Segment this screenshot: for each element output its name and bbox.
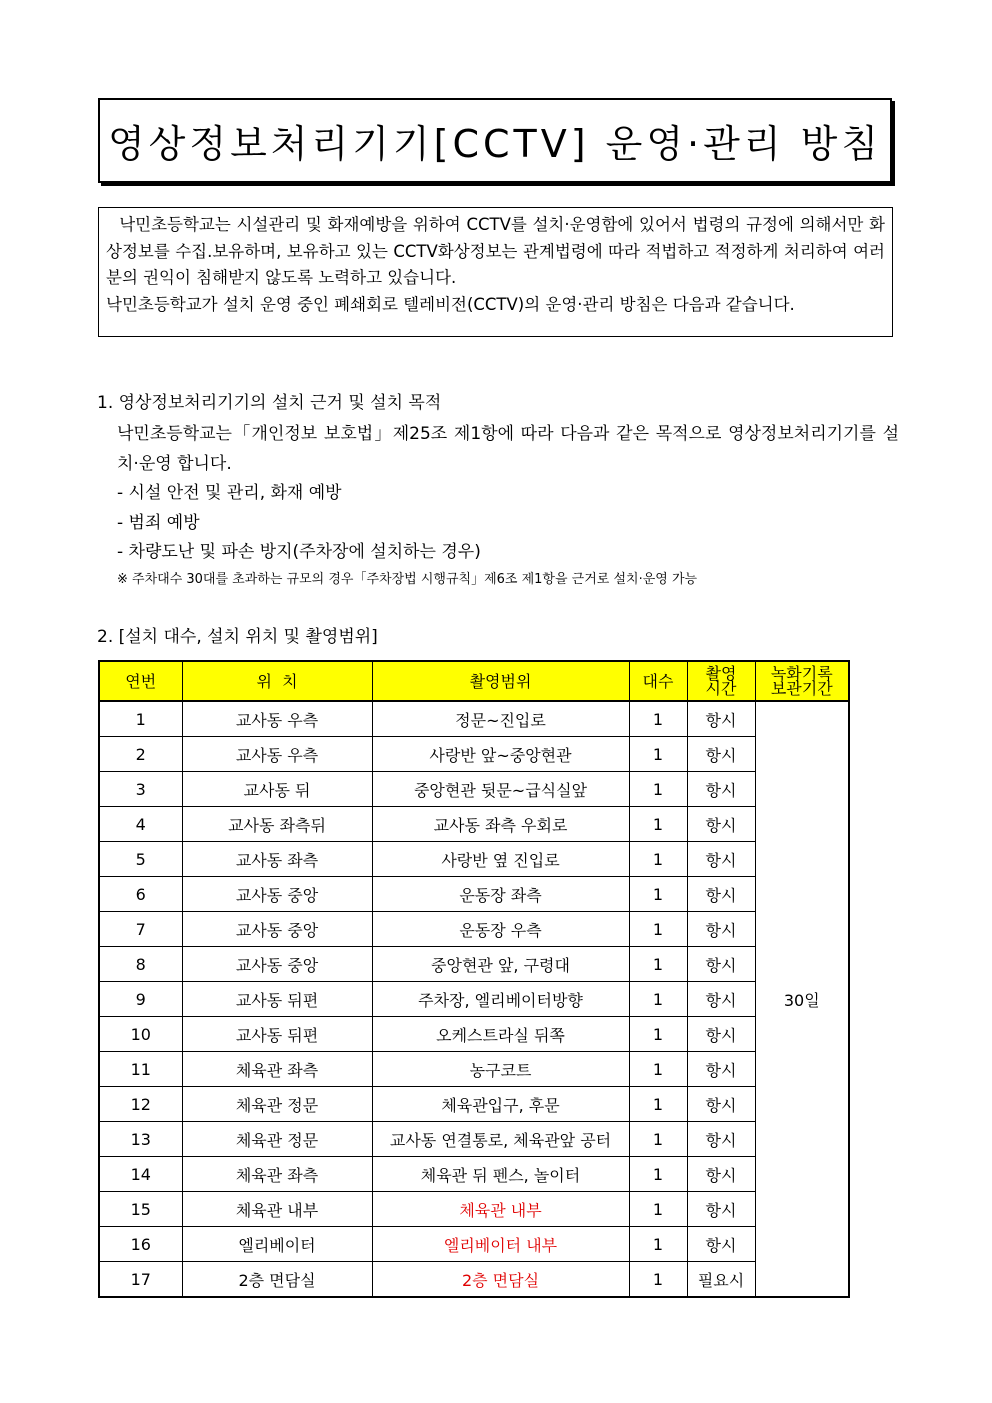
table-row — [99, 912, 849, 947]
cell-no: 4 — [99, 807, 182, 842]
cell-time: 항시 — [687, 772, 755, 807]
purpose-item: - 차량도난 및 파손 방지(주차장에 설치하는 경우) — [117, 542, 481, 562]
cell-location: 체육관 정문 — [182, 1122, 372, 1157]
cell-no: 1 — [99, 701, 182, 737]
cell-location: 교사동 뒤편 — [182, 982, 372, 1017]
cell-time: 항시 — [687, 1052, 755, 1087]
table-row — [99, 1052, 849, 1087]
cell-range: 운동장 우측 — [372, 912, 629, 947]
cell-time: 항시 — [687, 1192, 755, 1227]
cell-time: 항시 — [687, 877, 755, 912]
cell-no: 9 — [99, 982, 182, 1017]
section-1-text: 낙민초등학교는「개인정보 보호법」제25조 제1항에 따라 다음과 같은 목적으로 영상정보처리기기를 설치·운영 합니다. — [117, 424, 899, 474]
cell-location: 교사동 좌측뒤 — [182, 807, 372, 842]
cell-no: 7 — [99, 912, 182, 947]
cell-time: 항시 — [687, 1157, 755, 1192]
table-row — [99, 1087, 849, 1122]
cell-range: 체육관 뒤 펜스, 놀이터 — [372, 1157, 629, 1192]
header-no: 연번 — [99, 661, 182, 701]
cell-no: 14 — [99, 1157, 182, 1192]
cell-no: 17 — [99, 1262, 182, 1298]
section-1-body — [117, 420, 899, 592]
cell-no: 8 — [99, 947, 182, 982]
section-2-heading: 2. [설치 대수, 설치 위치 및 촬영범위] — [97, 627, 378, 647]
cell-count: 1 — [629, 912, 687, 947]
cell-count: 1 — [629, 1017, 687, 1052]
cell-no: 12 — [99, 1087, 182, 1122]
table-row — [99, 1017, 849, 1052]
cell-range: 2층 면담실 — [372, 1262, 629, 1298]
cell-location: 2층 면담실 — [182, 1262, 372, 1298]
table-row — [99, 947, 849, 982]
table-header-row — [99, 661, 849, 701]
cell-location: 교사동 뒤편 — [182, 1017, 372, 1052]
cell-location: 교사동 뒤 — [182, 772, 372, 807]
cell-no: 11 — [99, 1052, 182, 1087]
cell-location: 교사동 우측 — [182, 701, 372, 737]
cell-time: 필요시 — [687, 1262, 755, 1298]
cell-no: 5 — [99, 842, 182, 877]
cell-location: 교사동 좌측 — [182, 842, 372, 877]
cell-location: 교사동 우측 — [182, 737, 372, 772]
cctv-table — [98, 660, 850, 1298]
cell-range: 정문~진입로 — [372, 701, 629, 737]
table-row — [99, 982, 849, 1017]
cell-count: 1 — [629, 1052, 687, 1087]
title-box — [98, 98, 892, 183]
cell-no: 13 — [99, 1122, 182, 1157]
cell-location: 체육관 좌측 — [182, 1052, 372, 1087]
cell-no: 16 — [99, 1227, 182, 1262]
header-retention — [755, 661, 849, 701]
cell-count: 1 — [629, 842, 687, 877]
cell-count: 1 — [629, 1192, 687, 1227]
intro-box — [98, 207, 893, 337]
cell-range: 중앙현관 뒷문~급식실앞 — [372, 772, 629, 807]
header-retention-line-2: 보관기간 — [770, 679, 833, 698]
intro-paragraph-2: 낙민초등학교가 설치 운영 중인 폐쇄회로 텔레비전(CCTV)의 운영·관리 방침은 다음과 같습니다. — [106, 294, 795, 314]
cell-time: 항시 — [687, 1227, 755, 1262]
header-range: 촬영범위 — [372, 661, 629, 701]
cell-count: 1 — [629, 772, 687, 807]
table-row — [99, 807, 849, 842]
cell-time: 항시 — [687, 1017, 755, 1052]
cell-count: 1 — [629, 1122, 687, 1157]
cell-retention: 30일 — [755, 701, 849, 1297]
cell-time: 항시 — [687, 737, 755, 772]
cell-range: 사랑반 옆 진입로 — [372, 842, 629, 877]
cell-no: 3 — [99, 772, 182, 807]
table-row — [99, 842, 849, 877]
header-time — [687, 661, 755, 701]
table-row — [99, 701, 849, 737]
header-count: 대수 — [629, 661, 687, 701]
cell-time: 항시 — [687, 982, 755, 1017]
cell-time: 항시 — [687, 807, 755, 842]
cell-location: 체육관 정문 — [182, 1087, 372, 1122]
cell-range: 운동장 좌측 — [372, 877, 629, 912]
table-row — [99, 1227, 849, 1262]
cell-range: 체육관 내부 — [372, 1192, 629, 1227]
cell-no: 2 — [99, 737, 182, 772]
table-row — [99, 737, 849, 772]
purpose-item: - 범죄 예방 — [117, 512, 200, 533]
table-row — [99, 772, 849, 807]
cell-count: 1 — [629, 982, 687, 1017]
cell-range: 엘리베이터 내부 — [372, 1227, 629, 1262]
table-row — [99, 1122, 849, 1157]
cell-range: 오케스트라실 뒤쪽 — [372, 1017, 629, 1052]
header-location: 위 치 — [182, 661, 372, 701]
cell-range: 교사동 좌측 우회로 — [372, 807, 629, 842]
cell-time: 항시 — [687, 1087, 755, 1122]
cell-count: 1 — [629, 877, 687, 912]
cell-range: 사랑반 앞~중앙현관 — [372, 737, 629, 772]
cell-count: 1 — [629, 1087, 687, 1122]
header-time-line-2: 시간 — [705, 679, 737, 698]
cell-time: 항시 — [687, 701, 755, 737]
table-row — [99, 1262, 849, 1298]
cell-count: 1 — [629, 947, 687, 982]
section-1-heading: 1. 영상정보처리기기의 설치 근거 및 설치 목적 — [97, 393, 442, 413]
cell-count: 1 — [629, 1227, 687, 1262]
cell-time: 항시 — [687, 842, 755, 877]
cell-location: 교사동 중앙 — [182, 877, 372, 912]
cell-count: 1 — [629, 737, 687, 772]
cell-count: 1 — [629, 1262, 687, 1298]
cell-no: 15 — [99, 1192, 182, 1227]
cell-range: 중앙현관 앞, 구령대 — [372, 947, 629, 982]
cell-time: 항시 — [687, 1122, 755, 1157]
purpose-item: - 시설 안전 및 관리, 화재 예방 — [117, 483, 342, 503]
page-title: 영상정보처리기기[CCTV] 운영·관리 방침 — [107, 122, 883, 166]
table-row — [99, 1192, 849, 1227]
cell-count: 1 — [629, 1157, 687, 1192]
cell-location: 체육관 내부 — [182, 1192, 372, 1227]
cell-count: 1 — [629, 807, 687, 842]
cell-range: 주차장, 엘리베이터방향 — [372, 982, 629, 1017]
cell-no: 10 — [99, 1017, 182, 1052]
section-1-note: ※ 주차대수 30대를 초과하는 규모의 경우「주차장법 시행규칙」제6조 제1항을 근거로 설치·운영 가능 — [117, 571, 698, 587]
cell-location: 교사동 중앙 — [182, 947, 372, 982]
cell-time: 항시 — [687, 947, 755, 982]
cell-range: 체육관입구, 후문 — [372, 1087, 629, 1122]
cell-range: 농구코트 — [372, 1052, 629, 1087]
header-time-line-1: 촬영 — [705, 664, 737, 683]
header-retention-line-1: 녹화기록 — [770, 664, 833, 683]
cell-no: 6 — [99, 877, 182, 912]
cell-time: 항시 — [687, 912, 755, 947]
cell-location: 엘리베이터 — [182, 1227, 372, 1262]
cell-range: 교사동 연결통로, 체육관앞 공터 — [372, 1122, 629, 1157]
table-row — [99, 877, 849, 912]
cell-location: 교사동 중앙 — [182, 912, 372, 947]
cell-location: 체육관 좌측 — [182, 1157, 372, 1192]
intro-paragraph-1: 낙민초등학교는 시설관리 및 화재예방을 위하여 CCTV를 설치·운영함에 있어서 법령의 규정에 의해서만 화상정보를 수집.보유하며, 보유하고 있는 CCTV화상정보는 관계법령에 따라 적법하고 적정하게 처리하여 여러분의 권익이 침해받지 않도록 노력하고 있습니다. — [106, 215, 885, 287]
cell-count: 1 — [629, 701, 687, 737]
table-row — [99, 1157, 849, 1192]
